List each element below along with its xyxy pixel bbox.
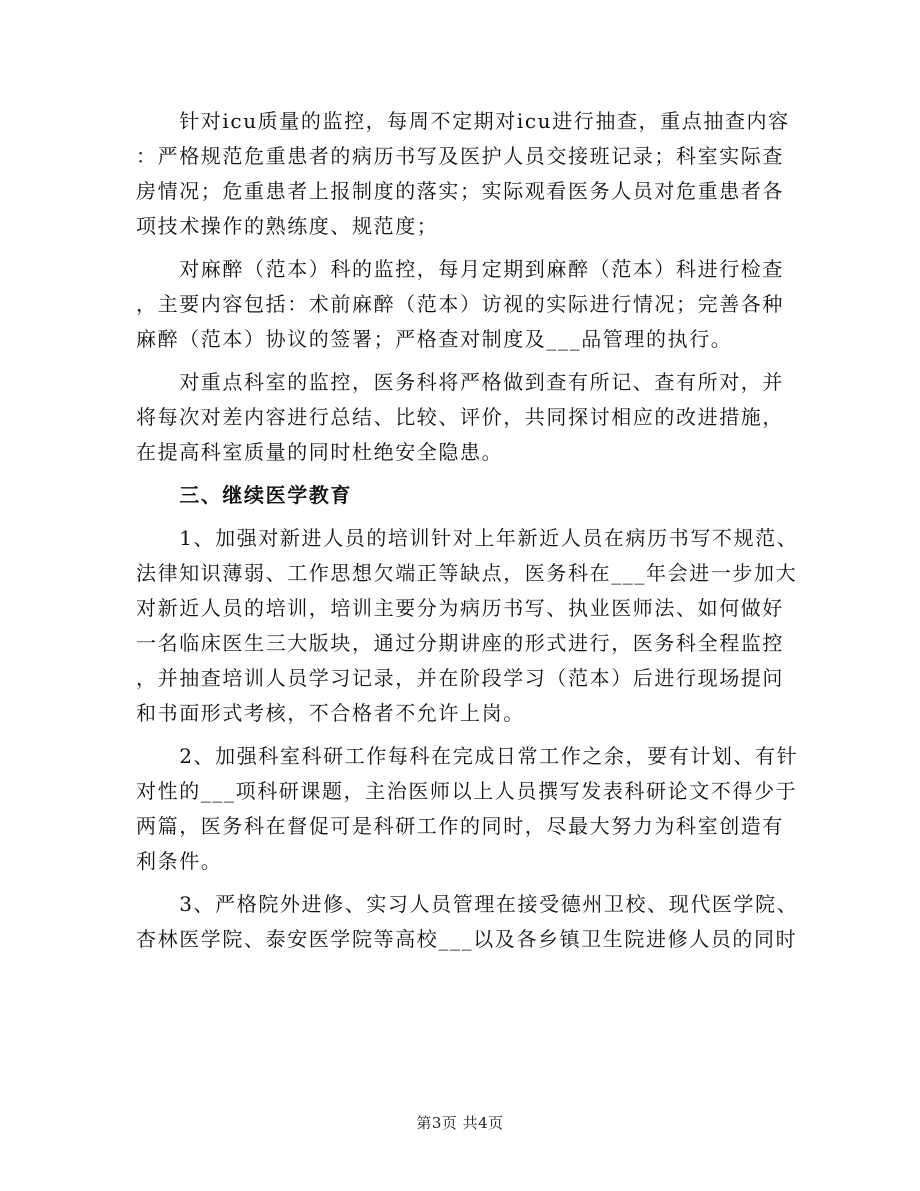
text-line: ，并抽查培训人员学习记录，并在阶段学习（范本）后进行现场提问 bbox=[136, 666, 784, 690]
section-heading: 三、继续医学教育 bbox=[136, 483, 352, 507]
text-line: 3、严格院外进修、实习人员管理在接受德州卫校、现代医学院、 bbox=[136, 892, 799, 916]
text-line: 对麻醉（范本）科的监控，每月定期到麻醉（范本）科进行检查 bbox=[136, 257, 784, 281]
text-line: 对新近人员的培训，培训主要分为病历书写、执业医师法、如何做好 bbox=[136, 596, 784, 620]
text-line: 法律知识薄弱、工作思想欠端正等缺点，医务科在___年会进一步加大 bbox=[136, 561, 798, 585]
paragraph-gap bbox=[136, 513, 784, 521]
document-body bbox=[136, 104, 799, 957]
paragraph-gap bbox=[136, 357, 784, 365]
text-line: 和书面形式考核，不合格者不允许上岗。 bbox=[136, 701, 525, 725]
text-line: 对重点科室的监控，医务科将严格做到查有所记、查有所对，并 bbox=[136, 370, 784, 394]
text-line: 针对icu质量的监控，每周不定期对icu进行抽查，重点抽查内容 bbox=[136, 109, 790, 133]
text-line: 对性的___项科研课题，主治医师以上人员撰写发表科研论文不得少于 bbox=[136, 779, 798, 803]
paragraph-gap bbox=[136, 731, 784, 739]
paragraph-gap bbox=[136, 470, 784, 478]
text-line: 1、加强对新进人员的培训针对上年新近人员在病历书写不规范、 bbox=[136, 526, 799, 550]
paragraph-anesthesia-monitoring bbox=[136, 252, 784, 357]
text-line: 2、加强科室科研工作每科在完成日常工作之余，要有计划、有针 bbox=[136, 744, 799, 768]
paragraph-icu-monitoring bbox=[136, 104, 790, 244]
text-line: 杏林医学院、泰安医学院等高校___以及各乡镇卫生院进修人员的同时 bbox=[136, 927, 798, 951]
text-line: 一名临床医生三大版块，通过分期讲座的形式进行，医务科全程监控 bbox=[136, 631, 784, 655]
paragraph-gap bbox=[136, 879, 784, 887]
text-line: 利条件。 bbox=[136, 849, 223, 873]
text-line: 将每次对差内容进行总结、比较、评价，共同探讨相应的改进措施， bbox=[136, 405, 784, 429]
text-line: 项技术操作的熟练度、规范度； bbox=[136, 214, 439, 238]
page-number-footer: 第3页 共4页 bbox=[416, 1114, 504, 1132]
paragraph-key-department-monitoring bbox=[136, 365, 784, 470]
paragraph-new-staff-training bbox=[136, 521, 799, 731]
paragraph-external-staff-management bbox=[136, 887, 799, 957]
text-line: ：严格规范危重患者的病历书写及医护人员交接班记录；科室实际查 bbox=[136, 144, 784, 168]
section-heading-continuing-education bbox=[136, 478, 784, 513]
text-line: 房情况；危重患者上报制度的落实；实际观看医务人员对危重患者各 bbox=[136, 179, 784, 203]
text-line: 麻醉（范本）协议的签署；严格查对制度及___品管理的执行。 bbox=[136, 327, 733, 351]
text-line: ，主要内容包括：术前麻醉（范本）访视的实际进行情况；完善各种 bbox=[136, 292, 784, 316]
text-line: 在提高科室质量的同时杜绝安全隐患。 bbox=[136, 440, 504, 464]
paragraph-research-work bbox=[136, 739, 799, 879]
text-line: 两篇，医务科在督促可是科研工作的同时，尽最大努力为科室创造有 bbox=[136, 814, 784, 838]
paragraph-gap bbox=[136, 244, 784, 252]
